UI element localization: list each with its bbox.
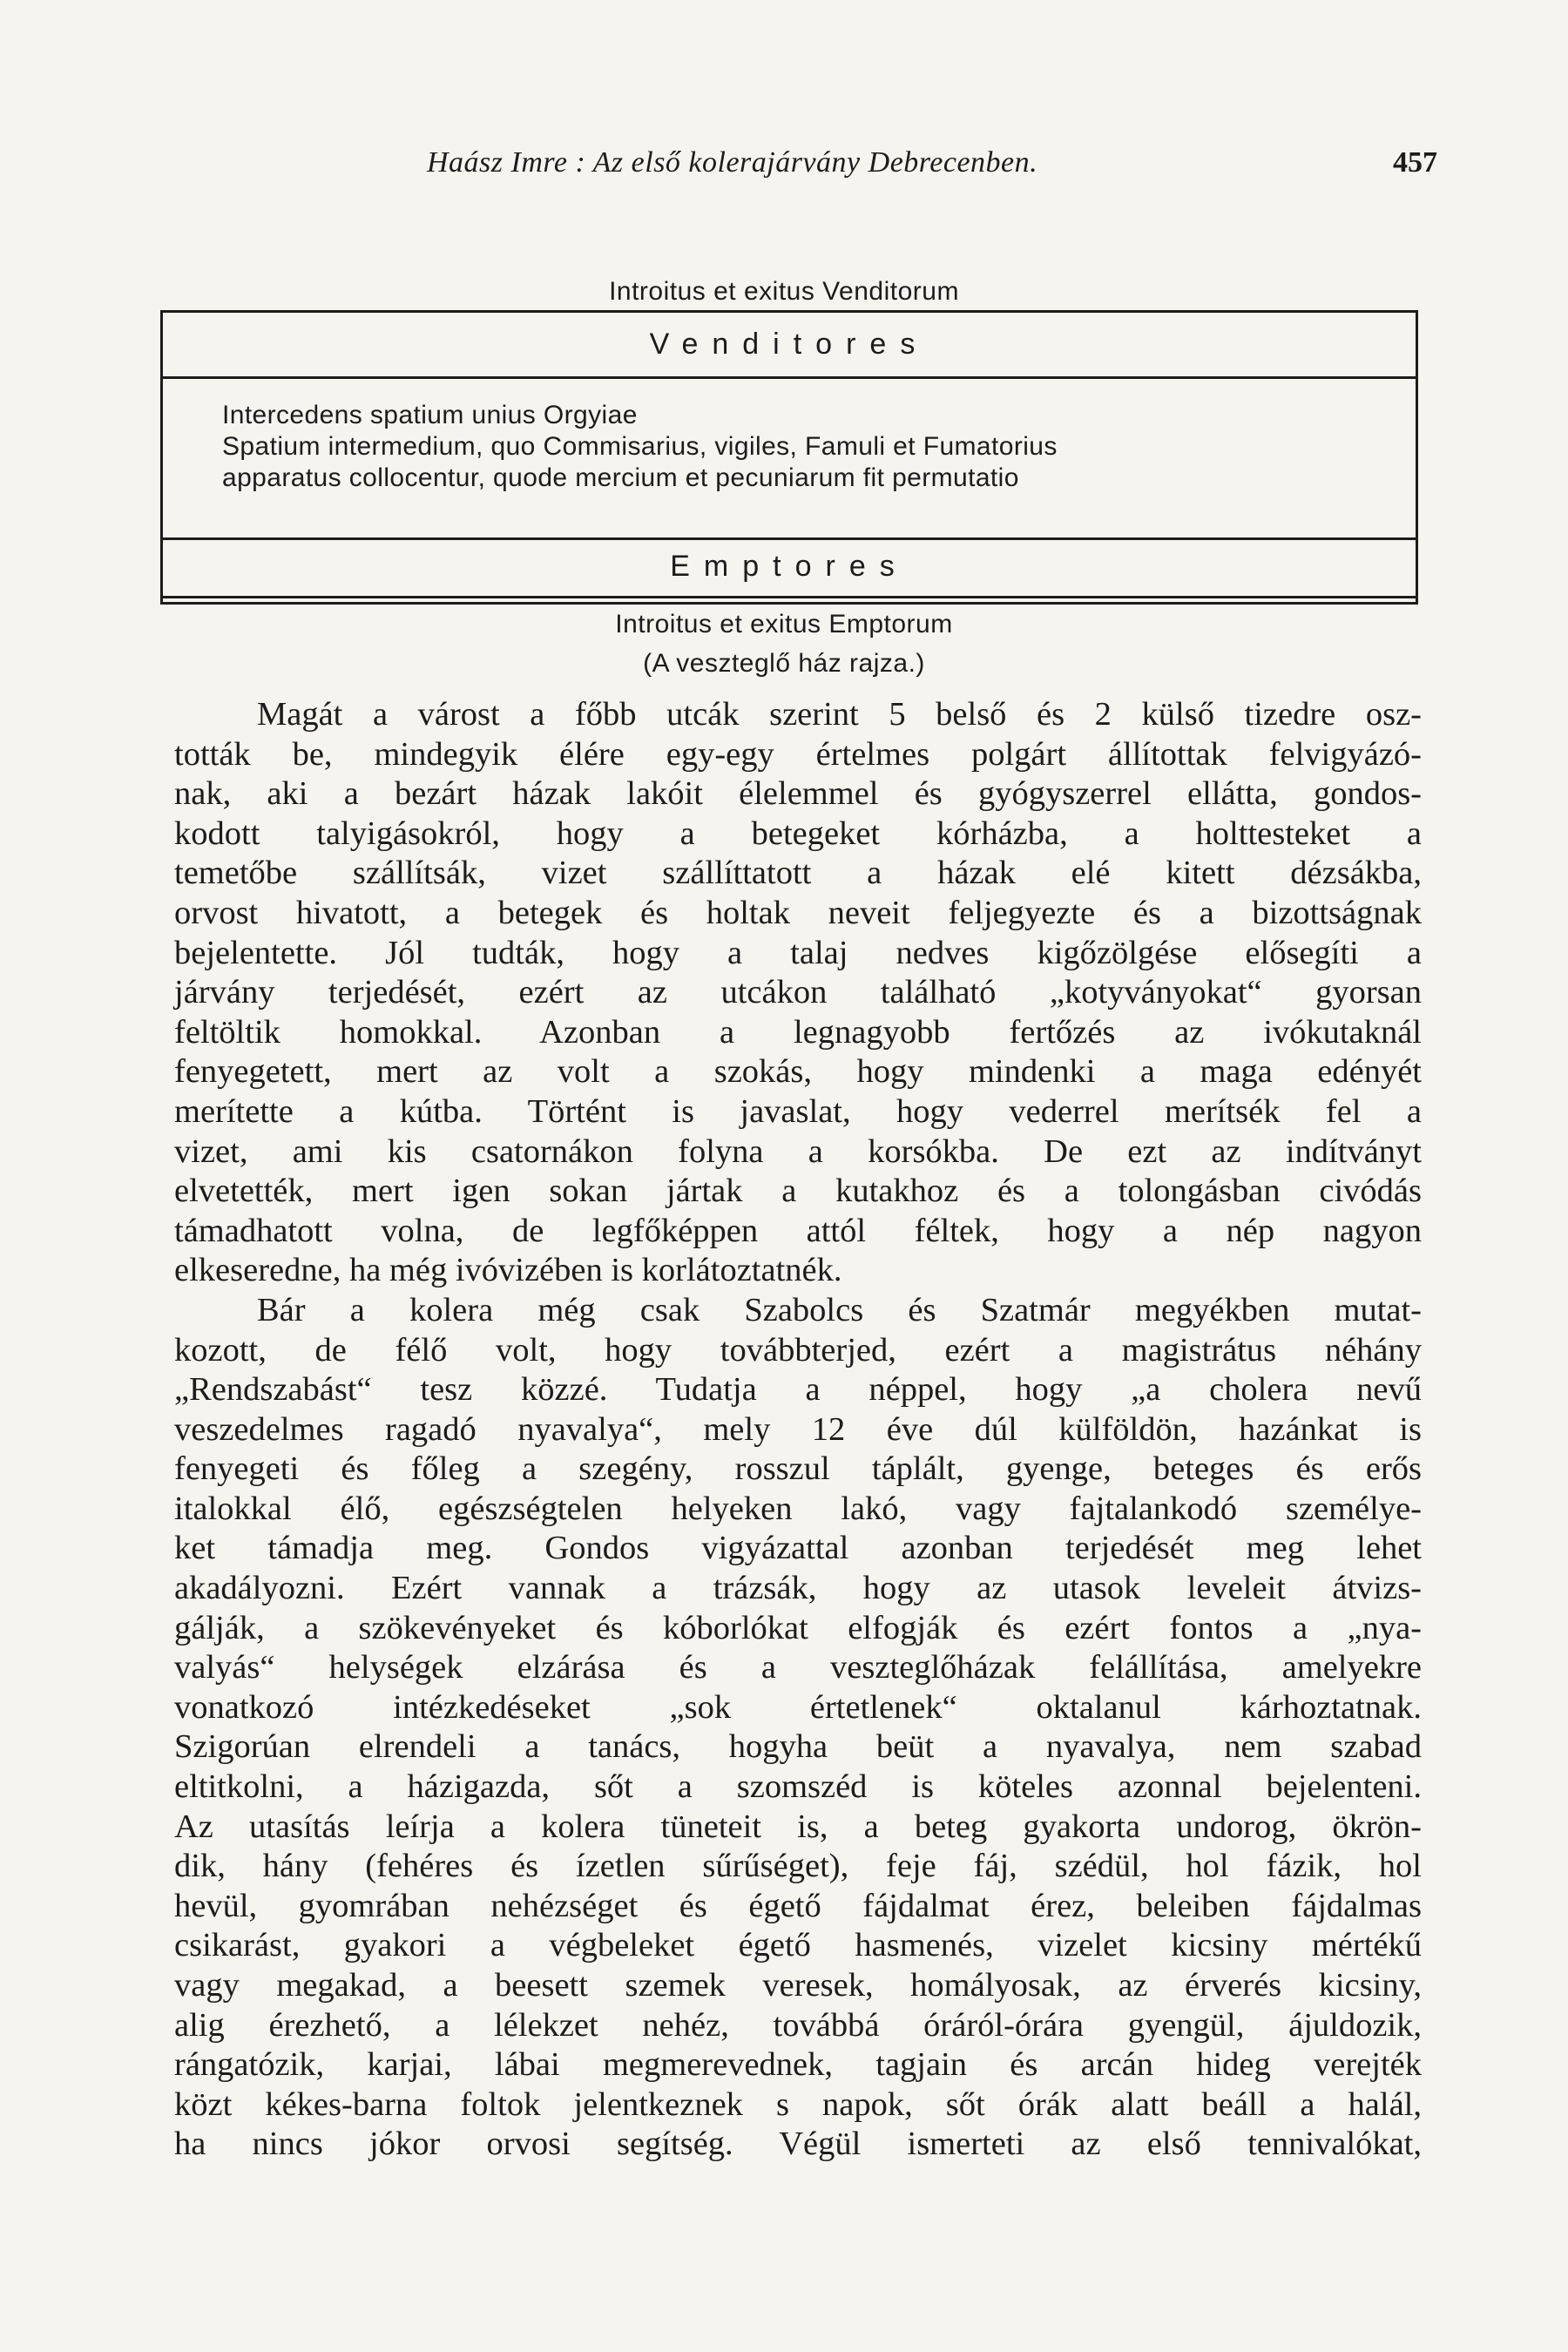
- text-line: dik, hány (fehéres és ízetlen sűrűséget), feje fáj, szédül, hol fázik, hol: [174, 1848, 1422, 1885]
- body-text: [174, 695, 1422, 2165]
- text-line: Szigorúan elrendeli a tanács, hogyha beüt a nyavalya, nem szabad: [174, 1728, 1422, 1766]
- text-line: bejelentette. Jól tudták, hogy a talaj nedves kigőzölgése elősegíti a: [174, 934, 1422, 971]
- middle-line: Intercedens spatium unius Orgyiae: [222, 401, 638, 429]
- text-line: kozott, de félő volt, hogy továbbterjed, ezért a magistrátus néhány: [174, 1331, 1422, 1369]
- text-line: ha nincs jókor orvosi segítség. Végül ismerteti az első tennivalókat,: [174, 2126, 1422, 2163]
- emptores-band: Emptores: [163, 537, 1416, 598]
- text-line: akadályozni. Ezért vannak a trázsák, hogy az utasok leveleit átvizs-: [174, 1570, 1422, 1607]
- text-line: nak, aki a bezárt házak lakóit élelemmel és gyógyszerrel ellátta, gondos-: [174, 775, 1422, 813]
- text-line: Az utasítás leírja a kolera tüneteit is, a beteg gyakorta undorog, ökrön-: [174, 1808, 1422, 1845]
- text-line: fenyegetett, mert az volt a szokás, hogy mindenki a maga edényét: [174, 1053, 1422, 1091]
- text-line: ket támadja meg. Gondos vigyázattal azonban terjedését meg lehet: [174, 1530, 1422, 1567]
- text-line: vizet, ami kis csatornákon folyna a korsókba. De ezt az indítványt: [174, 1132, 1422, 1170]
- text-line: közt kékes-barna foltok jelentkeznek s napok, sőt órák alatt beáll a halál,: [174, 2085, 1422, 2123]
- text-line: elkeseredne, ha még ivóvizében is korlátoztatnék.: [174, 1252, 842, 1289]
- venditores-band: Venditores: [163, 318, 1416, 379]
- page-header: [427, 146, 1437, 190]
- figure-caption-top: Introitus et exitus Venditorum: [609, 277, 959, 306]
- text-line: „Rendszabást“ tesz közzé. Tudatja a néppel, hogy „a cholera nevű: [174, 1371, 1422, 1409]
- text-line: eltitkolni, a házigazda, sőt a szomszéd is köteles azonnal bejelenteni.: [174, 1768, 1422, 1806]
- text-line: alig érezhető, a lélekzet nehéz, továbbá óráról-órára gyengül, ájuldozik,: [174, 2006, 1422, 2044]
- text-line: tották be, mindegyik élére egy-egy értelmes polgárt állítottak felvigyázó-: [174, 735, 1422, 773]
- text-line: italokkal élő, egészségtelen helyeken lakó, vagy fajtalankodó személye-: [174, 1490, 1422, 1527]
- text-line: gálják, a szökevényeket és kóborlókat elfogják és ezért fontos a „nya-: [174, 1609, 1422, 1646]
- middle-line: apparatus collocentur, quode mercium et pecuniarum fit permutatio: [222, 463, 1019, 492]
- quarantine-house-diagram: [160, 310, 1418, 605]
- text-line: kodott talyigásokról, hogy a betegeket kórházba, a holttesteket a: [174, 814, 1422, 852]
- text-line: járvány terjedését, ezért az utcákon található „kotyványokat“ gyorsan: [174, 974, 1422, 1011]
- text-line: merítette a kútba. Történt is javaslat, hogy vederrel merítsék fel a: [174, 1092, 1422, 1130]
- text-line: rángatózik, karjai, lábai megmerevednek, tagjain és arcán hideg verejték: [174, 2046, 1422, 2084]
- text-line: vagy megakad, a beesett szemek veresek, homályosak, az érverés kicsiny,: [174, 1967, 1422, 2004]
- text-line: valyás“ helységek elzárása és a veszteglőházak felállítása, amelyekre: [174, 1649, 1422, 1686]
- text-line: hevül, gyomrában nehézséget és égető fájdalmat érez, beleiben fájdalmas: [174, 1887, 1422, 1924]
- text-line: Bár a kolera még csak Szabolcs és Szatmár megyékben mutat-: [257, 1291, 1422, 1328]
- text-line: fenyegeti és főleg a szegény, rosszul táplált, gyenge, beteges és erős: [174, 1450, 1422, 1488]
- text-line: támadhatott volna, de legfőképpen attól féltek, hogy a nép nagyon: [174, 1212, 1422, 1249]
- page-number: 457: [1393, 146, 1437, 179]
- text-line: orvost hivatott, a betegek és holtak neveit feljegyezte és a bizottságnak: [174, 894, 1422, 931]
- text-line: temetőbe szállítsák, vizet szállíttatott a házak elé kitett dézsákba,: [174, 855, 1422, 892]
- intermediate-space-text: [222, 400, 1389, 494]
- middle-line: Spatium intermedium, quo Commisarius, vigiles, Famuli et Fumatorius: [222, 432, 1058, 461]
- text-line: feltöltik homokkal. Azonban a legnagyobb fertőzés az ivókutaknál: [174, 1013, 1422, 1051]
- text-line: vonatkozó intézkedéseket „sok értetlenek“ oktalanul kárhoztatnak.: [174, 1688, 1422, 1726]
- figure-title: (A veszteglő ház rajza.): [643, 649, 925, 678]
- text-line: Magát a várost a főbb utcák szerint 5 belső és 2 külső tizedre osz-: [257, 696, 1422, 733]
- text-line: veszedelmes ragadó nyavalya“, mely 12 éve dúl külföldön, hazánkat is: [174, 1410, 1422, 1448]
- running-title: Haász Imre : Az első kolerajárvány Debrecenben.: [427, 146, 1038, 179]
- figure-caption-bottom: Introitus et exitus Emptorum: [615, 610, 953, 639]
- text-line: csikarást, gyakori a végbeleket égető hasmenés, vizelet kicsiny mértékű: [174, 1927, 1422, 1964]
- text-line: elvetették, mert igen sokan jártak a kutakhoz és a tolongásban civódás: [174, 1173, 1422, 1210]
